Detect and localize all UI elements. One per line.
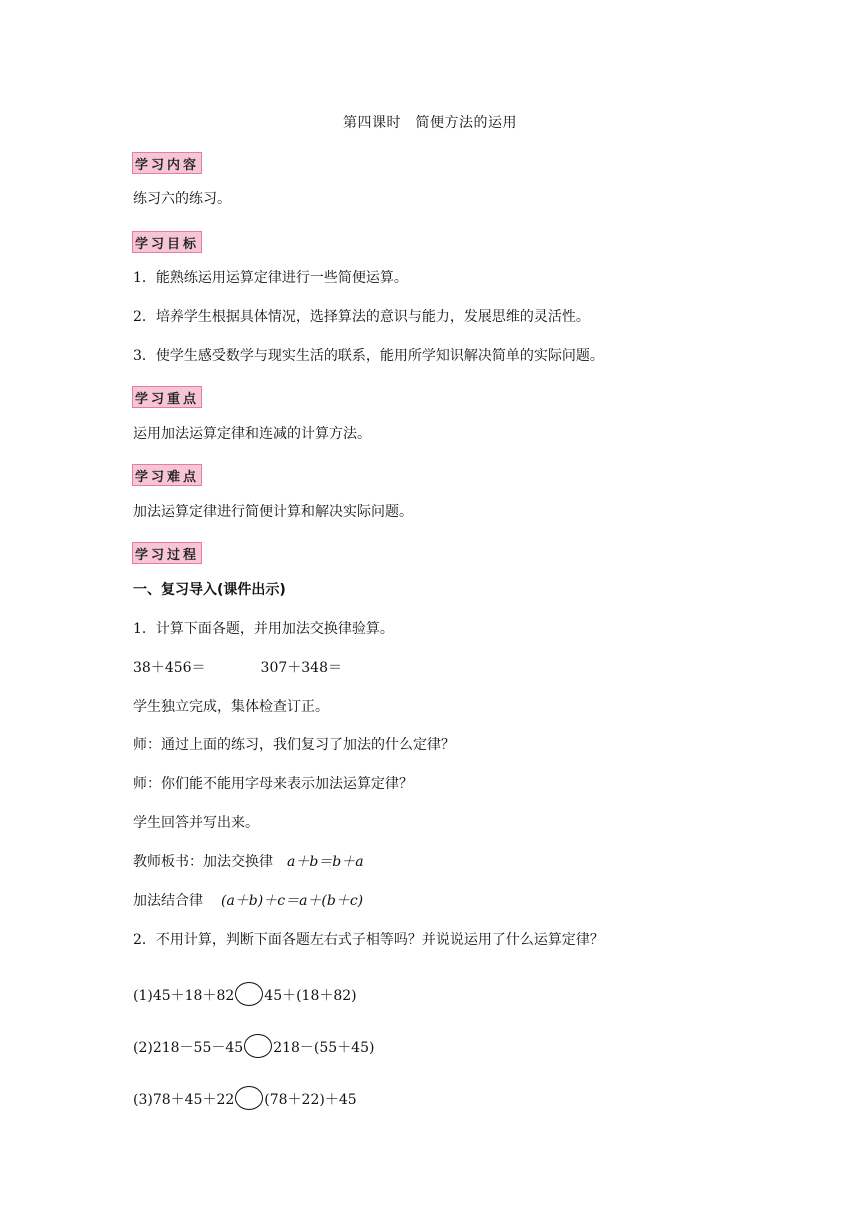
associative-formula: (a＋b)＋c＝a＋(b＋c) bbox=[221, 893, 364, 909]
comparison-right: 218－(55＋45) bbox=[273, 1040, 375, 1056]
section-title: 一、复习导入(课件出示) bbox=[133, 582, 286, 598]
comparison-row bbox=[133, 1034, 374, 1058]
comparison-left: (3)78＋45＋22 bbox=[133, 1092, 235, 1108]
heading-key-points: 学习重点 bbox=[132, 386, 202, 408]
board-associative-line bbox=[133, 891, 363, 911]
heading-difficulties: 学习难点 bbox=[132, 464, 202, 486]
answer-circle[interactable] bbox=[235, 1086, 263, 1110]
expression-a: 38＋456＝ bbox=[133, 660, 206, 676]
objective-item: 1．能熟练运用运算定律进行一些简便运算。 bbox=[133, 270, 408, 286]
students-answer-text: 学生回答并写出来。 bbox=[133, 815, 259, 831]
difficulties-text: 加法运算定律进行简便计算和解决实际问题。 bbox=[133, 504, 413, 520]
associative-label: 加法结合律 bbox=[133, 893, 203, 909]
comparison-right: (78＋22)＋45 bbox=[264, 1092, 357, 1108]
comparison-row bbox=[133, 1086, 357, 1110]
page-title: 第四课时 简便方法的运用 bbox=[343, 115, 517, 131]
question-1: 1．计算下面各题，并用加法交换律验算。 bbox=[133, 621, 394, 637]
question-2: 2．不用计算，判断下面各题左右式子相等吗？并说说运用了什么运算定律？ bbox=[133, 932, 604, 948]
comparison-left: (1)45＋18＋82 bbox=[133, 988, 235, 1004]
commutative-formula: a＋b＝b＋a bbox=[287, 854, 364, 870]
teacher-question-2: 师：你们能不能用字母来表示加法运算定律？ bbox=[133, 776, 413, 792]
expression-b: 307＋348＝ bbox=[260, 660, 342, 676]
content-text: 练习六的练习。 bbox=[133, 191, 231, 207]
comparison-left: (2)218－55－45 bbox=[133, 1040, 244, 1056]
question-1-expressions bbox=[133, 658, 342, 678]
objective-item: 3．使学生感受数学与现实生活的联系，能用所学知识解决简单的实际问题。 bbox=[133, 348, 604, 364]
answer-circle[interactable] bbox=[235, 982, 263, 1006]
key-points-text: 运用加法运算定律和连减的计算方法。 bbox=[133, 426, 371, 442]
heading-learning-objectives: 学习目标 bbox=[132, 231, 202, 253]
board-prefix: 教师板书：加法交换律 bbox=[133, 854, 273, 870]
students-complete-text: 学生独立完成，集体检查订正。 bbox=[133, 699, 329, 715]
comparison-row bbox=[133, 982, 357, 1006]
objective-item: 2．培养学生根据具体情况，选择算法的意识与能力，发展思维的灵活性。 bbox=[133, 309, 590, 325]
answer-circle[interactable] bbox=[244, 1034, 272, 1058]
board-commutative-line bbox=[133, 852, 364, 872]
heading-learning-process: 学习过程 bbox=[132, 542, 202, 564]
heading-learning-content: 学习内容 bbox=[132, 152, 202, 174]
teacher-question-1: 师：通过上面的练习，我们复习了加法的什么定律？ bbox=[133, 737, 455, 753]
comparison-right: 45＋(18＋82) bbox=[264, 988, 357, 1004]
